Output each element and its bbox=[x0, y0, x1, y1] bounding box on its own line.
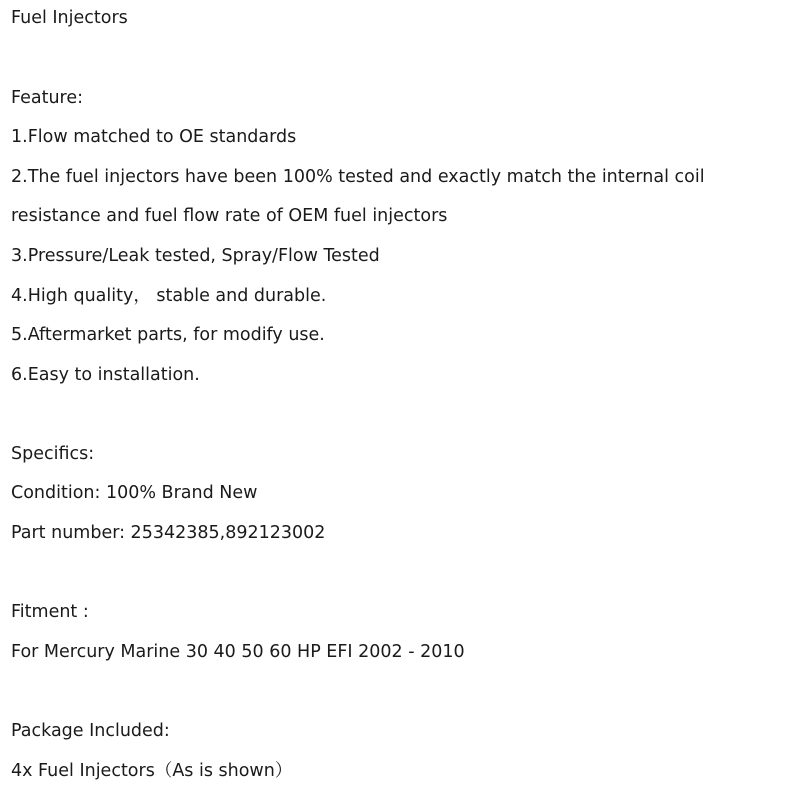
feature-heading: Feature: bbox=[11, 88, 84, 108]
feature-item: 5.Aftermarket parts, for modify use. bbox=[11, 325, 325, 345]
part-number-text: Part number: 25342385,892123002 bbox=[11, 523, 326, 543]
package-text: 4x Fuel Injectors（As is shown） bbox=[11, 761, 293, 781]
feature-item: 4.High quality， stable and durable. bbox=[11, 286, 327, 306]
specifics-heading: Specifics: bbox=[11, 444, 95, 464]
feature-item: 1.Flow matched to OE standards bbox=[11, 127, 297, 147]
feature-item: 2.The fuel injectors have been 100% tested and exactly match the internal coil bbox=[11, 167, 705, 187]
package-heading: Package Included: bbox=[11, 721, 170, 741]
fitment-text: For Mercury Marine 30 40 50 60 HP EFI 2002 - 2010 bbox=[11, 642, 465, 662]
feature-item: 3.Pressure/Leak tested, Spray/Flow Tested bbox=[11, 246, 380, 266]
document-title: Fuel Injectors bbox=[11, 8, 128, 28]
feature-item: 6.Easy to installation. bbox=[11, 365, 200, 385]
condition-text: Condition: 100% Brand New bbox=[11, 483, 258, 503]
feature-item-continuation: resistance and fuel flow rate of OEM fuel injectors bbox=[11, 206, 448, 226]
fitment-heading: Fitment : bbox=[11, 602, 89, 622]
